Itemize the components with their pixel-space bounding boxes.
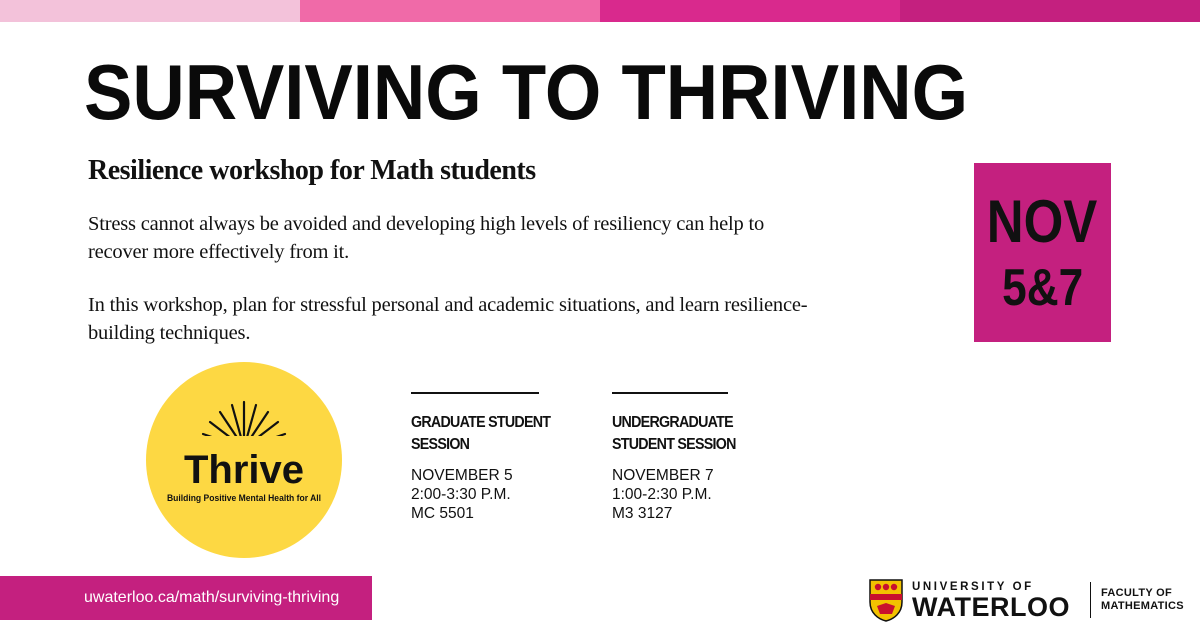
date-month: NOV <box>987 187 1098 255</box>
page-title: SURVIVING TO THRIVING <box>84 48 969 136</box>
workshop-paragraph: In this workshop, plan for stressful personal and academic situations, and learn resilience-building techniques. <box>88 294 808 344</box>
uw-line2: WATERLOO <box>912 592 1070 622</box>
date-days: 5&7 <box>1001 258 1084 317</box>
session-time: 1:00-2:30 P.M. <box>612 486 712 503</box>
session-heading: UNDERGRADUATE STUDENT SESSION <box>612 414 736 453</box>
uw-crest-icon <box>868 578 904 622</box>
session-heading: GRADUATE STUDENT SESSION <box>411 414 551 453</box>
session-divider <box>411 392 539 394</box>
logo-separator <box>1090 582 1091 618</box>
faculty-line1: FACULTY OF <box>1100 587 1173 599</box>
top-bar-segment-4 <box>900 0 1200 22</box>
session-date: NOVEMBER 7 <box>612 467 714 484</box>
sunburst-icon <box>194 392 294 452</box>
url-bar <box>0 576 372 620</box>
top-bar-segment-2 <box>300 0 600 22</box>
faculty-line2: MATHEMATICS <box>1100 600 1184 612</box>
session-divider <box>612 392 728 394</box>
thrive-logo <box>146 362 342 558</box>
top-bar-segment-3 <box>600 0 900 22</box>
thrive-tagline: Building Positive Mental Health for All <box>166 493 322 504</box>
workshop-url[interactable]: uwaterloo.ca/math/surviving-thriving <box>84 589 340 606</box>
undergraduate-session <box>612 392 772 523</box>
thrive-wordmark: Thrive <box>183 448 305 492</box>
session-date: NOVEMBER 5 <box>411 467 513 484</box>
top-color-bar <box>0 0 1200 22</box>
session-room: M3 3127 <box>612 505 673 522</box>
uw-line1: UNIVERSITY OF <box>912 581 1034 593</box>
page-subtitle: Resilience workshop for Math students <box>88 155 536 186</box>
graduate-session <box>411 392 571 523</box>
session-room: MC 5501 <box>411 505 474 522</box>
date-box <box>974 163 1111 342</box>
top-bar-segment-1 <box>0 0 300 22</box>
session-time: 2:00-3:30 P.M. <box>411 486 511 503</box>
faculty-label <box>1101 587 1184 613</box>
uwaterloo-logo <box>868 577 1184 623</box>
intro-paragraph: Stress cannot always be avoided and developing high levels of resiliency can help to recover more effectively from it. <box>88 213 765 263</box>
